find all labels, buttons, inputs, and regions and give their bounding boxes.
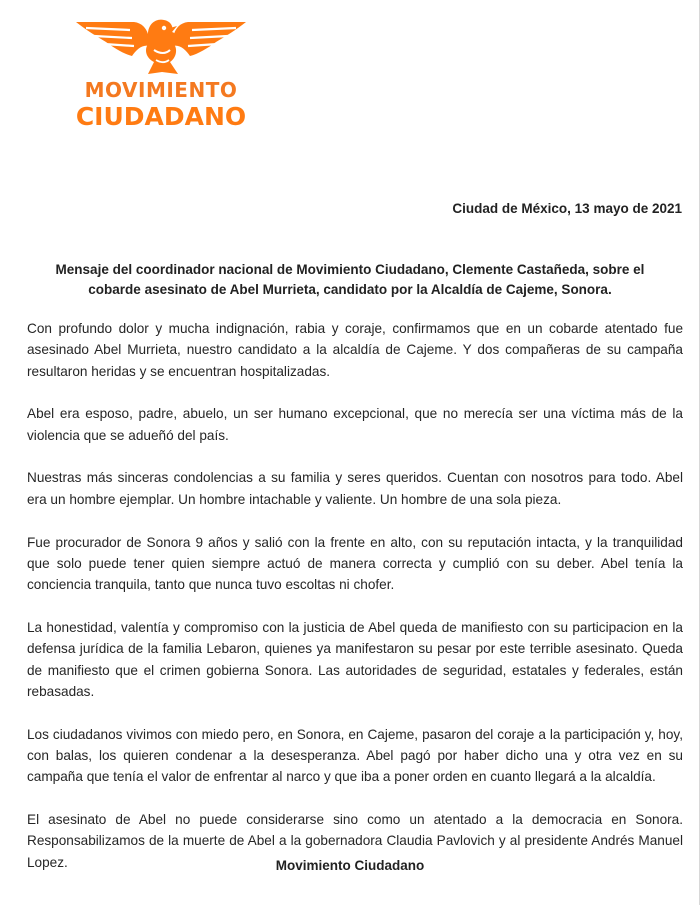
paragraph-1: Con profundo dolor y mucha indignación, rabia y coraje, confirmamos que en un cobarde atentado fue asesinado Abel Murrieta, nuestro candidato a la alcaldía de Cajeme. Y dos compañeras de su campaña resultaron heridas y se encuentran hospitalizadas.: [27, 321, 683, 379]
paragraph-3: Nuestras más sinceras condolencias a su familia y seres queridos. Cuentan con nosotros para todo. Abel era un hombre ejemplar. Un hombre intachable y valiente. Un hombre de una sola pieza.: [27, 470, 683, 507]
paragraph-2: Abel era esposo, padre, abuelo, un ser humano excepcional, que no merecía ser una víctima más de la violencia que se adueñó del país.: [27, 406, 683, 443]
eagle-icon: [74, 14, 248, 80]
document-signature: Movimiento Ciudadano: [275, 858, 425, 873]
logo-text-ciudadano: CIUDADANO: [75, 102, 247, 131]
logo-text-movimiento: MOVIMIENTO: [84, 78, 238, 102]
document-headline: Mensaje del coordinador nacional de Movimiento Ciudadano, Clemente Castañeda, sobre el cobarde asesinato de Abel Murrieta, candidato por la Alcaldía de Cajeme, Sonora.: [55, 262, 645, 297]
party-logo: [74, 14, 254, 129]
paragraph-6: Los ciudadanos vivimos con miedo pero, en Sonora, en Cajeme, pasaron del coraje a la participación y, hoy, con balas, los quieren condenar a la desesperanza. Abel pagó por haber dicho una y otra vez en su campaña que tenía el valor de enfrentar al narco y que iba a poner orden en cuanto llegará a la alcaldía.: [27, 726, 683, 785]
document-body: [27, 318, 683, 894]
paragraph-7: El asesinato de Abel no puede considerarse sino como un atentado a la democracia en Sonora. Responsabilizamos de la muerte de Abel a la gobernadora Claudia Pavlovich y al presidente Andrés Manuel Lopez.: [27, 812, 683, 870]
document-date: Ciudad de México, 13 mayo de 2021: [452, 201, 682, 216]
paragraph-5: La honestidad, valentía y compromiso con la justicia de Abel queda de manifiesto con su participacion en la defensa jurídica de la familia Lebaron, quienes ya manifestaron su pesar por este terrible asesinato. Queda de manifiesto que el crimen gobierna Sonora. Las autoridades de seguridad, estatales y federales, están rebasadas.: [27, 619, 683, 699]
paragraph-4: Fue procurador de Sonora 9 años y salió con la frente en alto, con su reputación intacta, y la tranquilidad que solo puede tener quien siempre actuó de manera correcta y cumplió con su deber. Abel tenía la conciencia tranquila, tanto que nunca tuvo escoltas ni chofer.: [27, 534, 683, 593]
